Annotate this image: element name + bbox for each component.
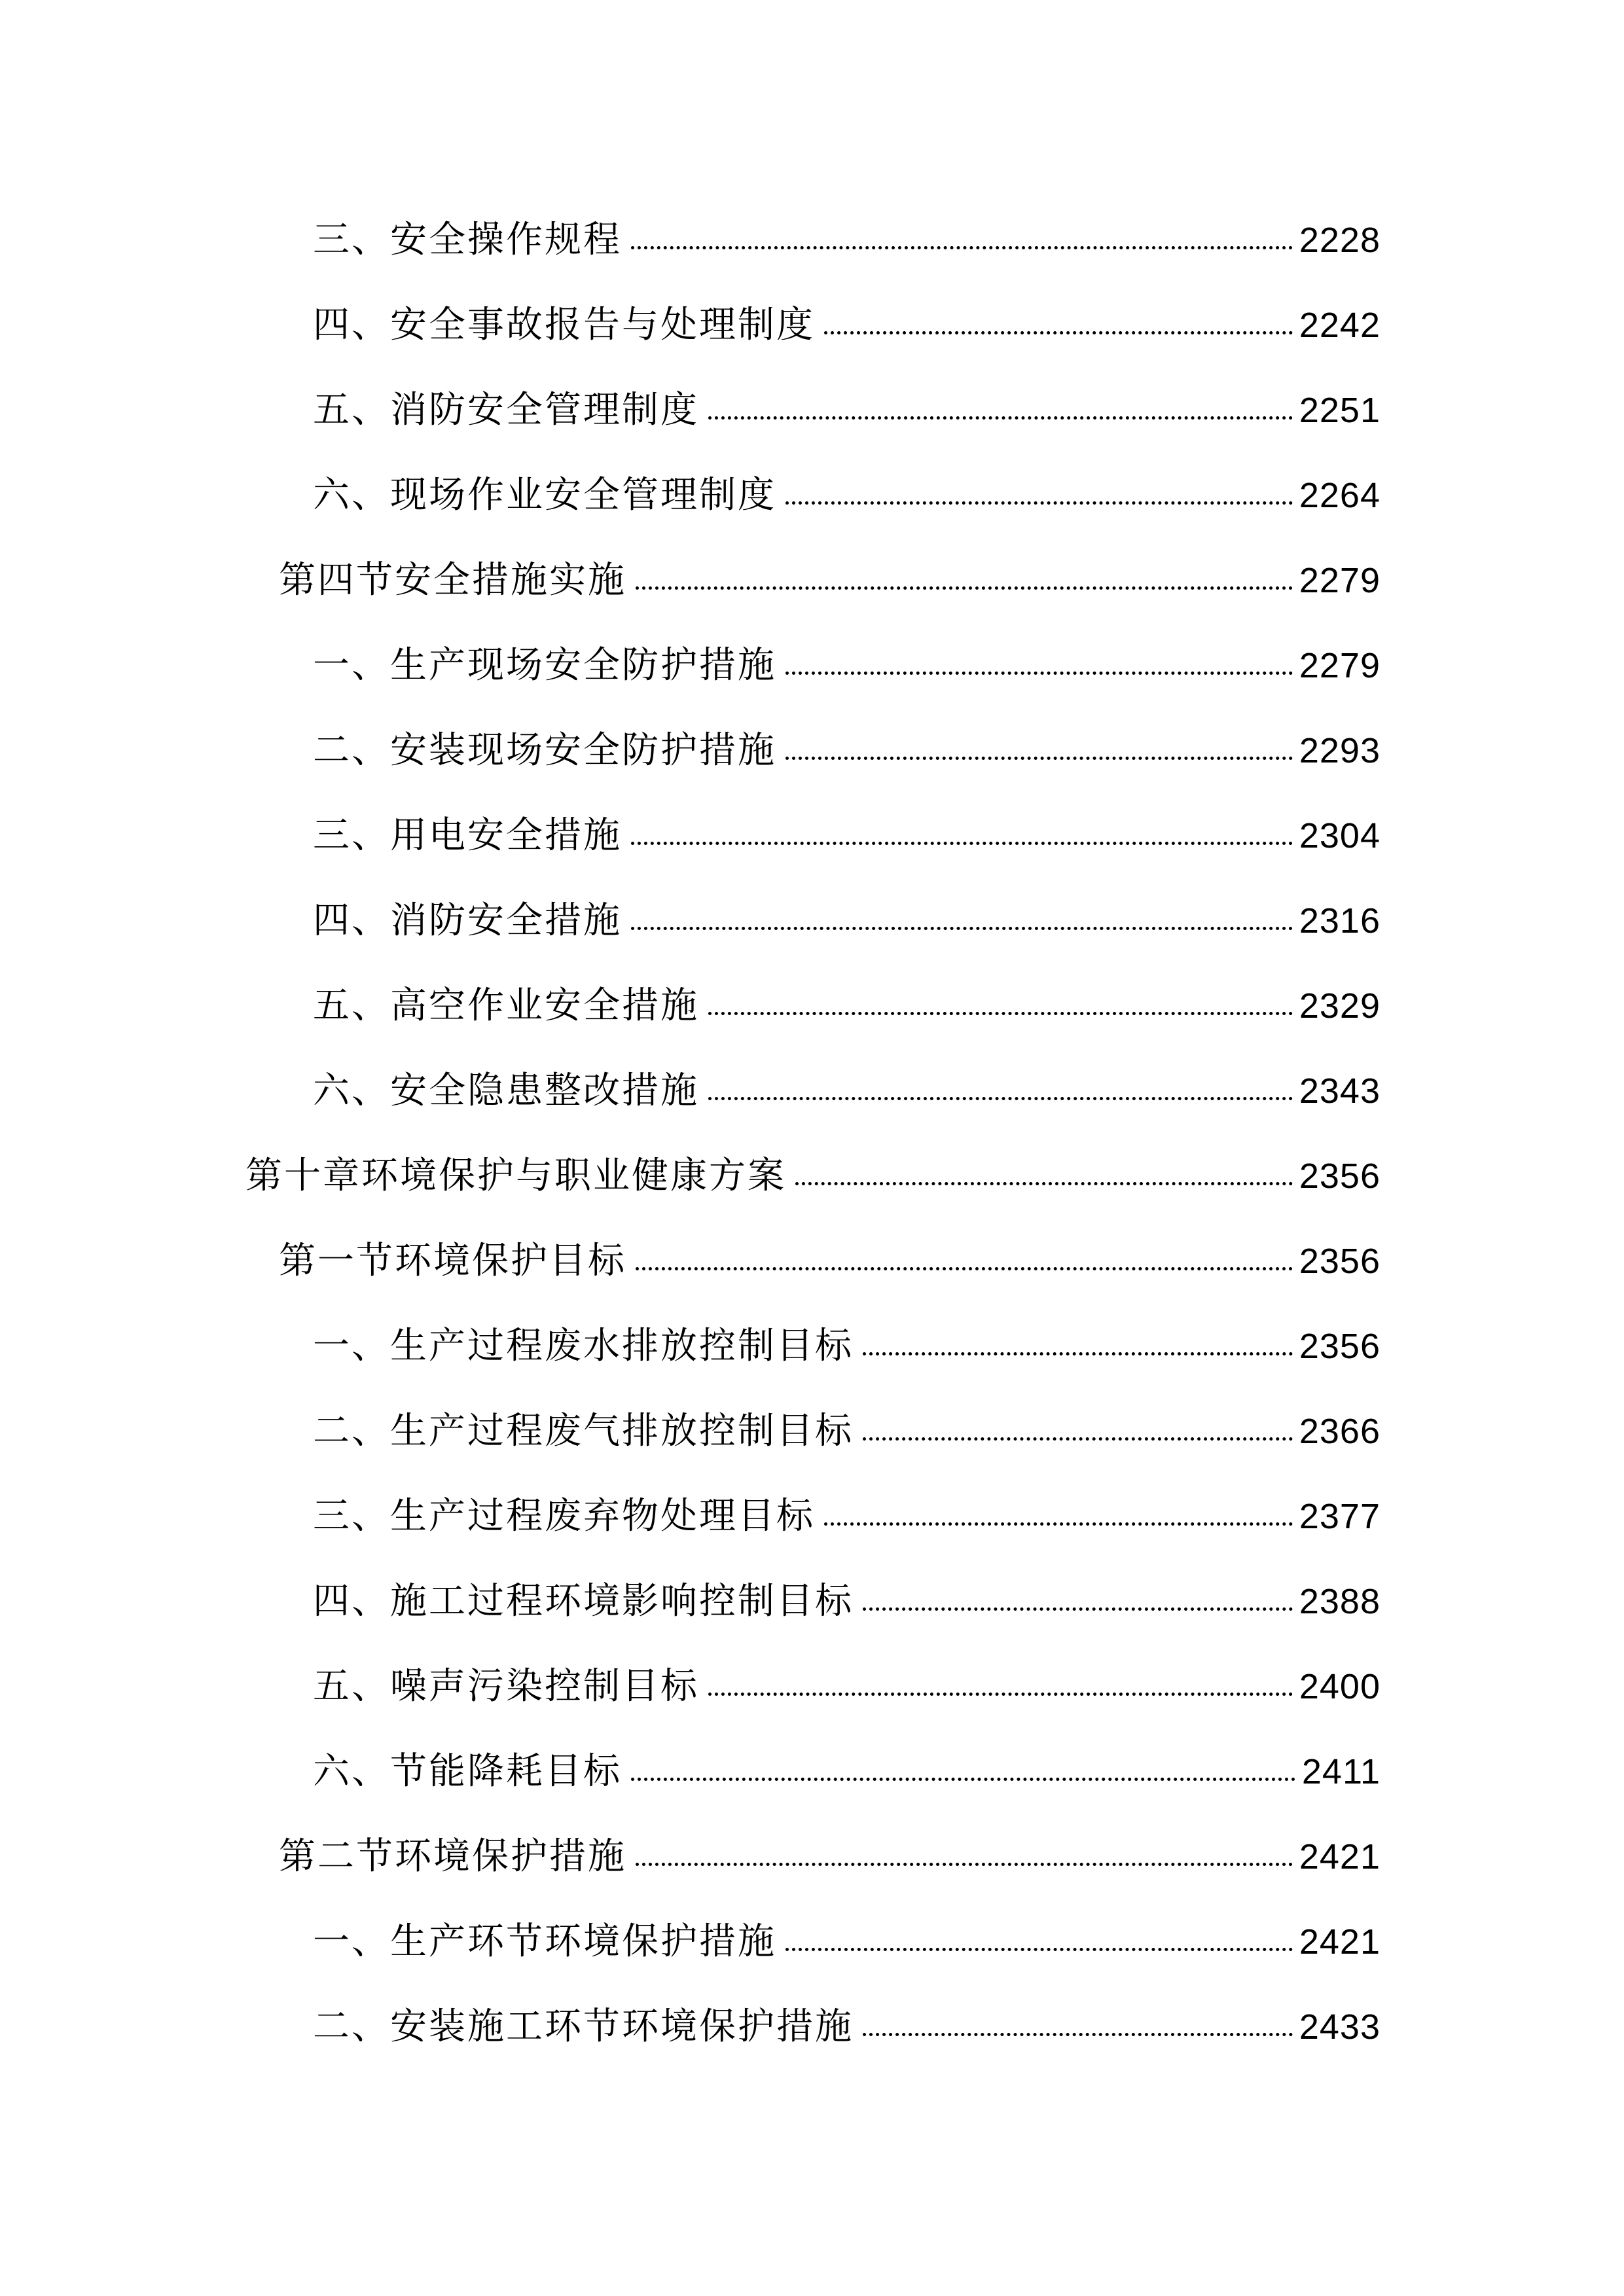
toc-section-entry[interactable] [0,1219,1624,1304]
toc-dot-leader [824,1521,1293,1526]
toc-entry-title: 一、生产过程废水排放控制目标 [313,1325,854,1367]
toc-page-number: 2356 [1299,1157,1380,1196]
toc-entry-title: 二、安装现场安全防护措施 [313,729,776,772]
toc-entry-title: 六、现场作业安全管理制度 [313,474,776,516]
toc-page-number: 2421 [1299,1922,1380,1962]
toc-entry[interactable] [0,283,1624,368]
toc-entry-title: 四、安全事故报告与处理制度 [313,304,815,346]
toc-entry[interactable] [0,1899,1624,1984]
toc-page-number: 2264 [1299,476,1380,515]
toc-entry[interactable] [0,1984,1624,2070]
toc-section-entry[interactable] [0,1814,1624,1899]
toc-entry[interactable] [0,1644,1624,1729]
toc-entry[interactable] [0,1389,1624,1474]
toc-dot-leader [785,500,1293,505]
toc-page-number: 2242 [1299,306,1380,345]
toc-page-number: 2279 [1299,646,1380,685]
toc-entry-title: 第十章环境保护与职业健康方案 [245,1155,786,1197]
toc-entry-title: 第二节环境保护措施 [279,1835,626,1878]
toc-entry[interactable] [0,368,1624,453]
toc-dot-leader [631,840,1293,845]
toc-dot-leader [631,245,1293,249]
toc-dot-leader [636,1861,1293,1866]
toc-section-entry[interactable] [0,538,1624,623]
toc-entry-title: 三、生产过程废弃物处理目标 [313,1495,815,1537]
toc-entry-title: 三、安全操作规程 [313,219,622,261]
toc-entry[interactable] [0,878,1624,963]
toc-page-number: 2356 [1299,1242,1380,1281]
toc-entry-title: 五、消防安全管理制度 [313,389,699,431]
toc-entry[interactable] [0,1474,1624,1559]
toc-entry-title: 一、生产环节环境保护措施 [313,1920,776,1963]
toc-entry[interactable] [0,708,1624,793]
toc-entry-title: 六、节能降耗目标 [313,1750,622,1793]
toc-entry[interactable] [0,453,1624,538]
toc-page-number: 2316 [1299,901,1380,941]
toc-dot-leader [785,1946,1293,1951]
toc-dot-leader [863,1351,1293,1355]
toc-page-number: 2329 [1299,986,1380,1026]
toc-entry[interactable] [0,963,1624,1049]
toc-entry-title: 二、安装施工环节环境保护措施 [313,2005,854,2048]
toc-dot-leader [708,1011,1293,1015]
toc-entry-title: 六、安全隐患整改措施 [313,1069,699,1112]
toc-page-number: 2228 [1299,221,1380,260]
toc-dot-leader [631,1776,1295,1781]
toc-entry[interactable] [0,1304,1624,1389]
toc-page-number: 2421 [1299,1837,1380,1876]
toc-page-number: 2293 [1299,731,1380,770]
toc-page-number: 2366 [1299,1412,1380,1451]
toc-entry[interactable] [0,1729,1624,1814]
toc-dot-leader [785,670,1293,675]
toc-entry-title: 第一节环境保护目标 [279,1240,626,1282]
toc-entry-title: 第四节安全措施实施 [279,559,626,601]
toc-page-number: 2433 [1299,2007,1380,2047]
toc-page-number: 2251 [1299,391,1380,430]
toc-dot-leader [631,925,1293,930]
toc-entry[interactable] [0,793,1624,878]
toc-entry[interactable] [0,198,1624,283]
toc-page-number: 2400 [1299,1667,1380,1706]
toc-dot-leader [636,1266,1293,1270]
toc-dot-leader [708,415,1293,420]
toc-dot-leader [636,585,1293,590]
toc-dot-leader [863,1436,1293,1441]
toc-dot-leader [795,1181,1293,1185]
toc-dot-leader [863,1606,1293,1611]
toc-entry-title: 四、消防安全措施 [313,899,622,942]
toc-dot-leader [708,1691,1293,1696]
toc-entry[interactable] [0,623,1624,708]
toc-dot-leader [785,755,1293,760]
toc-entry[interactable] [0,1049,1624,1134]
toc-entry-title: 三、用电安全措施 [313,814,622,857]
toc-page-number: 2411 [1301,1752,1380,1791]
toc-entry-title: 五、噪声污染控制目标 [313,1665,699,1708]
toc-entry-title: 五、高空作业安全措施 [313,984,699,1027]
toc-entry-title: 一、生产现场安全防护措施 [313,644,776,687]
toc-page-number: 2304 [1299,816,1380,855]
toc-page-number: 2343 [1299,1071,1380,1111]
toc-page-number: 2388 [1299,1582,1380,1621]
toc-page-number: 2279 [1299,561,1380,600]
toc-page-number: 2356 [1299,1327,1380,1366]
toc-page-number: 2377 [1299,1497,1380,1536]
toc-dot-leader [863,2032,1293,2036]
toc-entry-title: 二、生产过程废气排放控制目标 [313,1410,854,1452]
table-of-contents [0,198,1624,2070]
toc-entry[interactable] [0,1559,1624,1644]
toc-entry-title: 四、施工过程环境影响控制目标 [313,1580,854,1623]
toc-dot-leader [824,330,1293,334]
toc-dot-leader [708,1096,1293,1100]
toc-chapter-entry[interactable] [0,1134,1624,1219]
